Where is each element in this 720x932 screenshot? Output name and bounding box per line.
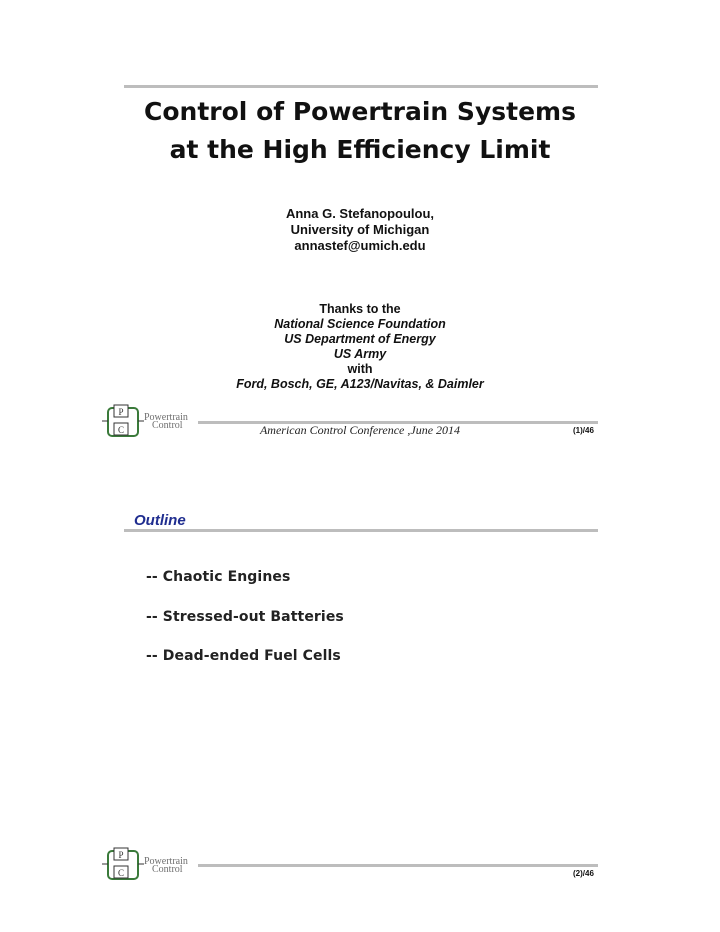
powertrain-control-logo bbox=[100, 847, 200, 883]
footer-rule bbox=[198, 864, 598, 867]
logo-letter-c: C bbox=[117, 868, 125, 878]
outline-heading: Outline bbox=[134, 512, 186, 529]
outline-rule bbox=[124, 529, 598, 532]
pc-logo-icon bbox=[100, 847, 146, 883]
slide-title-line-2: at the High Efficiency Limit bbox=[169, 135, 551, 164]
outline-item: -- Chaotic Engines bbox=[146, 569, 291, 585]
thanks-with: with bbox=[347, 362, 373, 376]
author-affiliation: University of Michigan bbox=[290, 222, 430, 237]
thanks-intro: Thanks to the bbox=[319, 302, 401, 316]
logo-letter-p: P bbox=[118, 850, 124, 860]
outline-item: -- Stressed-out Batteries bbox=[146, 609, 344, 625]
page-number: (2)/46 bbox=[573, 869, 594, 878]
conference-label: American Control Conference ,June 2014 bbox=[259, 423, 461, 437]
logo-text-powertrain: Powertrain bbox=[144, 412, 188, 423]
sponsor-army: US Army bbox=[333, 347, 387, 361]
author-name: Anna G. Stefanopoulou, bbox=[285, 206, 435, 221]
author-email: annastef@umich.edu bbox=[294, 238, 426, 253]
sponsor-nsf: National Science Foundation bbox=[274, 317, 446, 331]
top-rule bbox=[124, 85, 598, 88]
logo-text-powertrain: Powertrain bbox=[144, 856, 188, 867]
logo-text-control: Control bbox=[152, 864, 183, 875]
page-number: (1)/46 bbox=[573, 426, 594, 435]
logo-text-control: Control bbox=[152, 420, 183, 431]
sponsor-doe: US Department of Energy bbox=[284, 332, 436, 346]
slide-title-line-1: Control of Powertrain Systems bbox=[144, 97, 576, 126]
logo-letter-c: C bbox=[117, 425, 125, 435]
outline-item: -- Dead-ended Fuel Cells bbox=[146, 648, 341, 664]
logo-letter-p: P bbox=[118, 407, 124, 417]
industry-partners: Ford, Bosch, GE, A123/Navitas, & Daimler bbox=[236, 377, 484, 391]
